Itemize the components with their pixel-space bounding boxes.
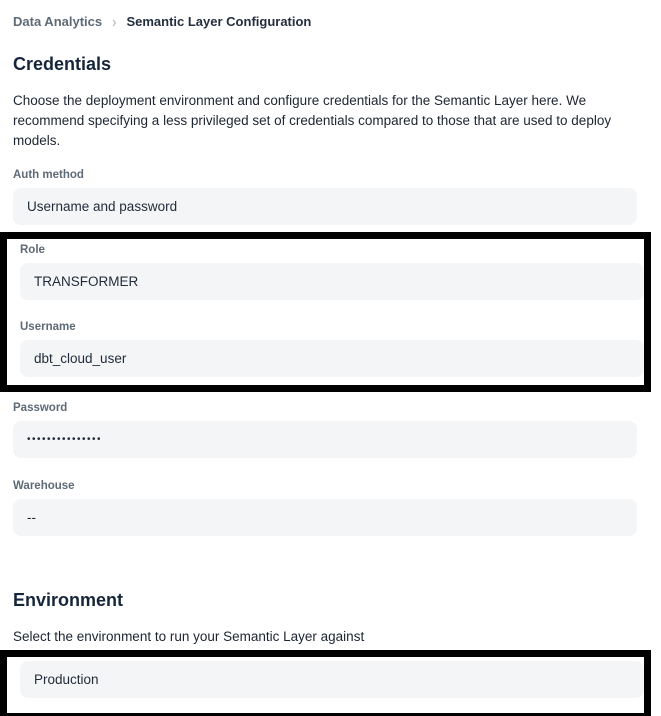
credentials-heading: Credentials bbox=[13, 54, 112, 74]
section-credentials bbox=[0, 54, 661, 536]
environment-heading: Environment bbox=[13, 590, 124, 610]
role-input[interactable] bbox=[20, 263, 644, 300]
auth-method-select[interactable] bbox=[13, 188, 637, 225]
environment-select[interactable] bbox=[20, 661, 644, 698]
password-input[interactable] bbox=[13, 421, 637, 458]
environment-field-group bbox=[20, 661, 644, 698]
password-field-group bbox=[13, 401, 637, 458]
highlight-box-environment bbox=[0, 650, 651, 716]
breadcrumb-item-data-analytics[interactable]: Data Analytics bbox=[13, 14, 103, 29]
warehouse-field-group bbox=[13, 479, 637, 536]
role-label: Role bbox=[20, 244, 45, 256]
environment-description: Select the environment to run your Semantic Layer against bbox=[13, 629, 365, 644]
breadcrumb-item-semantic-layer-configuration: Semantic Layer Configuration bbox=[126, 14, 312, 29]
highlight-box-role-username bbox=[0, 232, 651, 392]
username-input[interactable] bbox=[20, 340, 644, 377]
role-field-group bbox=[20, 243, 644, 300]
auth-method-value: Username and password bbox=[27, 199, 178, 214]
role-value: TRANSFORMER bbox=[34, 274, 139, 289]
username-label: Username bbox=[20, 321, 76, 333]
warehouse-label: Warehouse bbox=[13, 480, 75, 492]
password-label: Password bbox=[13, 402, 68, 414]
auth-method-field-group bbox=[13, 168, 637, 225]
username-value: dbt_cloud_user bbox=[34, 351, 127, 366]
password-masked-value: ••••••••••••••• bbox=[27, 434, 103, 445]
warehouse-value: -- bbox=[27, 510, 36, 525]
auth-method-label: Auth method bbox=[13, 169, 84, 181]
credentials-description: Choose the deployment environment and configure credentials for the Semantic Layer here. We recommend specifying a less privileged set of credentials compared to those that are used to deploy models. bbox=[13, 93, 612, 148]
warehouse-input[interactable] bbox=[13, 499, 637, 536]
chevron-right-icon: › bbox=[112, 12, 117, 31]
breadcrumb bbox=[0, 0, 661, 29]
username-field-group bbox=[20, 320, 644, 377]
environment-value: Production bbox=[34, 672, 99, 687]
section-environment bbox=[0, 590, 661, 716]
